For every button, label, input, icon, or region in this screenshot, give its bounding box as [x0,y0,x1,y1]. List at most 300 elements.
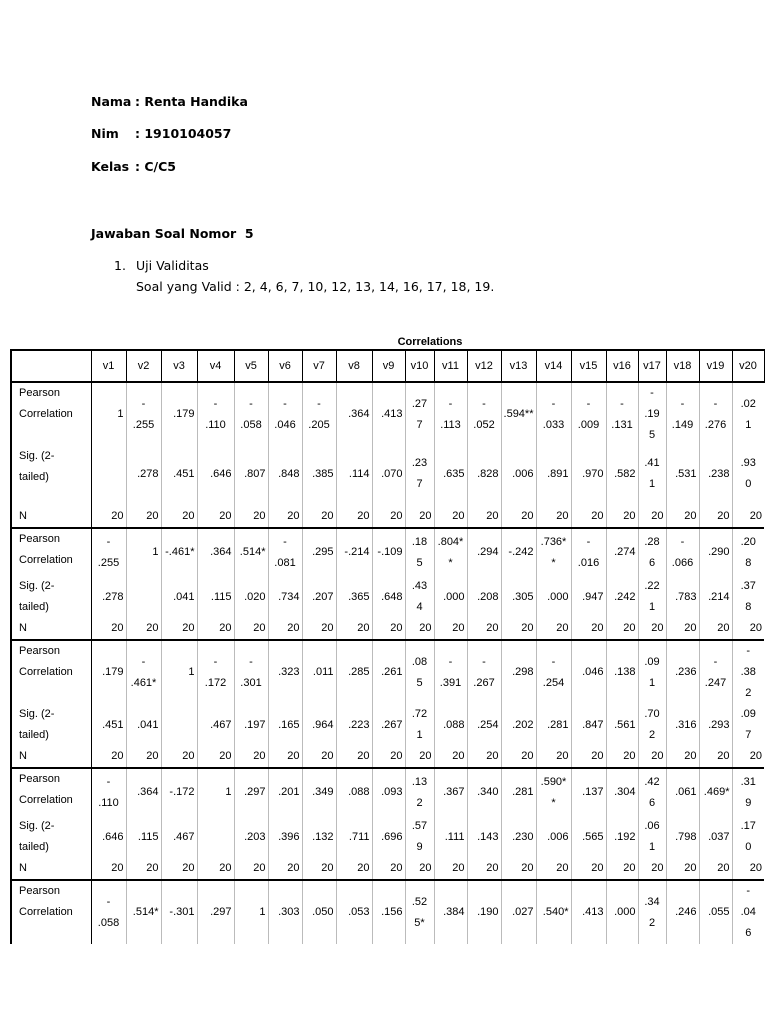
cell-n-v3-v12: 20 [467,746,501,768]
cell-n-v4-v1: 20 [91,858,126,880]
column-header-v18: v18 [666,350,699,382]
cell-n-v1-v10: 20 [405,502,434,528]
cell-pearson-v3-v14: - .254 [536,640,571,704]
correlations-table [10,349,765,944]
cell-pearson-v1-v19: - .276 [699,382,732,446]
cell-sig-v4-v9: .696 [372,816,405,858]
cell-sig-v1-v9: .070 [372,446,405,502]
cell-pearson-v5-v11: .384 [434,880,467,944]
cell-sig-v2-v9: .648 [372,576,405,618]
cell-n-v4-v11: 20 [434,858,467,880]
cell-n-v2-v20: 20 [732,618,764,640]
row-label-n: N [11,746,91,768]
cell-pearson-v2-v14: .736* * [536,528,571,576]
cell-n-v1-v18: 20 [666,502,699,528]
cell-pearson-v1-v13: .594** [501,382,536,446]
cell-sig-v1-v20: .93 0 [732,446,764,502]
cell-pearson-v1-v12: - .052 [467,382,501,446]
column-header-v7: v7 [302,350,336,382]
cell-pearson-v4-v1: - .110 [91,768,126,816]
cell-pearson-v1-v14: - .033 [536,382,571,446]
cell-pearson-v4-v3: -.172 [161,768,197,816]
cell-sig-v2-v14: .000 [536,576,571,618]
row-v1-pearson [11,382,764,446]
cell-sig-v1-v11: .635 [434,446,467,502]
cell-n-v2-v5: 20 [234,618,268,640]
cell-sig-v3-v16: .561 [606,704,638,746]
cell-sig-v2-v2 [126,576,161,618]
cell-pearson-v1-v16: - .131 [606,382,638,446]
kelas-line [91,159,176,174]
row-label-sig: Sig. (2- tailed) [11,446,91,502]
cell-n-v3-v16: 20 [606,746,638,768]
cell-sig-v2-v5: .020 [234,576,268,618]
cell-n-v3-v19: 20 [699,746,732,768]
column-header-v4: v4 [197,350,234,382]
cell-sig-v2-v18: .783 [666,576,699,618]
cell-n-v3-v17: 20 [638,746,666,768]
cell-n-v2-v19: 20 [699,618,732,640]
cell-n-v1-v7: 20 [302,502,336,528]
row-v2-n [11,618,764,640]
row-v3-pearson [11,640,764,704]
cell-sig-v2-v3: .041 [161,576,197,618]
cell-n-v4-v4: 20 [197,858,234,880]
cell-sig-v1-v5: .807 [234,446,268,502]
cell-pearson-v3-v19: - .247 [699,640,732,704]
cell-sig-v4-v6: .396 [268,816,302,858]
row-v1-sig [11,446,764,502]
cell-pearson-v4-v19: .469* [699,768,732,816]
cell-pearson-v2-v11: .804* * [434,528,467,576]
cell-sig-v1-v13: .006 [501,446,536,502]
cell-n-v2-v15: 20 [571,618,606,640]
cell-pearson-v5-v16: .000 [606,880,638,944]
cell-n-v1-v8: 20 [336,502,372,528]
cell-n-v4-v2: 20 [126,858,161,880]
row-v1-n [11,502,764,528]
cell-n-v4-v15: 20 [571,858,606,880]
section-title: Jawaban Soal Nomor 5 [91,226,254,241]
cell-sig-v1-v12: .828 [467,446,501,502]
row-label-n: N [11,618,91,640]
cell-sig-v1-v1 [91,446,126,502]
cell-sig-v4-v18: .798 [666,816,699,858]
cell-sig-v2-v15: .947 [571,576,606,618]
cell-sig-v3-v5: .197 [234,704,268,746]
cell-n-v2-v3: 20 [161,618,197,640]
cell-pearson-v5-v15: .413 [571,880,606,944]
row-v4-sig [11,816,764,858]
row-v4-n [11,858,764,880]
cell-sig-v1-v6: .848 [268,446,302,502]
column-header-v11: v11 [434,350,467,382]
cell-n-v3-v15: 20 [571,746,606,768]
cell-n-v1-v12: 20 [467,502,501,528]
cell-n-v3-v11: 20 [434,746,467,768]
cell-n-v1-v19: 20 [699,502,732,528]
cell-n-v3-v10: 20 [405,746,434,768]
cell-sig-v3-v20: .09 7 [732,704,764,746]
cell-pearson-v3-v17: .09 1 [638,640,666,704]
cell-n-v2-v10: 20 [405,618,434,640]
column-header-v20: v20 [732,350,764,382]
cell-sig-v3-v3 [161,704,197,746]
item-title: Uji Validitas [136,258,209,273]
cell-n-v3-v4: 20 [197,746,234,768]
cell-pearson-v2-v15: - .016 [571,528,606,576]
cell-sig-v3-v15: .847 [571,704,606,746]
column-header-v10: v10 [405,350,434,382]
cell-pearson-v4-v12: .340 [467,768,501,816]
cell-sig-v4-v15: .565 [571,816,606,858]
cell-n-v1-v13: 20 [501,502,536,528]
row-v2-pearson [11,528,764,576]
cell-sig-v4-v7: .132 [302,816,336,858]
cell-n-v4-v10: 20 [405,858,434,880]
cell-pearson-v4-v2: .364 [126,768,161,816]
cell-n-v3-v13: 20 [501,746,536,768]
cell-pearson-v1-v20: .02 1 [732,382,764,446]
cell-sig-v4-v11: .111 [434,816,467,858]
cell-n-v3-v1: 20 [91,746,126,768]
cell-pearson-v2-v7: .295 [302,528,336,576]
cell-pearson-v4-v5: .297 [234,768,268,816]
cell-pearson-v2-v12: .294 [467,528,501,576]
row-label-pearson: Pearson Correlation [11,880,91,944]
cell-pearson-v3-v8: .285 [336,640,372,704]
cell-pearson-v4-v16: .304 [606,768,638,816]
cell-pearson-v1-v1: 1 [91,382,126,446]
cell-n-v2-v18: 20 [666,618,699,640]
cell-pearson-v1-v5: - .058 [234,382,268,446]
cell-pearson-v5-v9: .156 [372,880,405,944]
cell-pearson-v5-v7: .050 [302,880,336,944]
cell-pearson-v4-v6: .201 [268,768,302,816]
cell-pearson-v4-v15: .137 [571,768,606,816]
cell-sig-v2-v4: .115 [197,576,234,618]
cell-pearson-v1-v9: .413 [372,382,405,446]
cell-pearson-v2-v18: - .066 [666,528,699,576]
column-header-v3: v3 [161,350,197,382]
cell-sig-v4-v16: .192 [606,816,638,858]
cell-sig-v1-v4: .646 [197,446,234,502]
cell-pearson-v5-v14: .540* [536,880,571,944]
cell-n-v2-v11: 20 [434,618,467,640]
cell-pearson-v5-v1: - .058 [91,880,126,944]
cell-pearson-v2-v16: .274 [606,528,638,576]
cell-sig-v2-v6: .734 [268,576,302,618]
cell-n-v4-v5: 20 [234,858,268,880]
cell-n-v1-v15: 20 [571,502,606,528]
cell-n-v4-v7: 20 [302,858,336,880]
cell-sig-v4-v14: .006 [536,816,571,858]
cell-n-v3-v6: 20 [268,746,302,768]
cell-pearson-v5-v5: 1 [234,880,268,944]
table-header-row [11,350,764,382]
cell-sig-v3-v6: .165 [268,704,302,746]
cell-sig-v1-v18: .531 [666,446,699,502]
column-header-v2: v2 [126,350,161,382]
cell-sig-v1-v14: .891 [536,446,571,502]
cell-n-v4-v9: 20 [372,858,405,880]
cell-n-v4-v13: 20 [501,858,536,880]
cell-n-v1-v14: 20 [536,502,571,528]
row-label-pearson: Pearson Correlation [11,768,91,816]
cell-sig-v3-v9: .267 [372,704,405,746]
column-header-v5: v5 [234,350,268,382]
cell-pearson-v2-v17: .28 6 [638,528,666,576]
cell-n-v1-v4: 20 [197,502,234,528]
cell-pearson-v5-v8: .053 [336,880,372,944]
cell-sig-v2-v11: .000 [434,576,467,618]
cell-n-v3-v9: 20 [372,746,405,768]
cell-n-v4-v6: 20 [268,858,302,880]
cell-sig-v4-v1: .646 [91,816,126,858]
cell-sig-v2-v17: .22 1 [638,576,666,618]
cell-pearson-v3-v2: - .461* [126,640,161,704]
cell-pearson-v3-v1: .179 [91,640,126,704]
name-label: Nama [91,94,132,109]
nim-value: : 1910104057 [135,126,232,141]
cell-pearson-v2-v4: .364 [197,528,234,576]
cell-pearson-v4-v4: 1 [197,768,234,816]
cell-pearson-v4-v8: .088 [336,768,372,816]
cell-pearson-v4-v18: .061 [666,768,699,816]
cell-sig-v3-v4: .467 [197,704,234,746]
cell-n-v4-v3: 20 [161,858,197,880]
cell-pearson-v3-v18: .236 [666,640,699,704]
row-label-pearson: Pearson Correlation [11,640,91,704]
cell-pearson-v4-v13: .281 [501,768,536,816]
cell-n-v1-v6: 20 [268,502,302,528]
cell-pearson-v5-v6: .303 [268,880,302,944]
cell-n-v2-v14: 20 [536,618,571,640]
cell-sig-v4-v3: .467 [161,816,197,858]
row-label-pearson: Pearson Correlation [11,528,91,576]
cell-n-v4-v12: 20 [467,858,501,880]
cell-sig-v3-v8: .223 [336,704,372,746]
cell-pearson-v1-v15: - .009 [571,382,606,446]
cell-pearson-v3-v15: .046 [571,640,606,704]
cell-pearson-v3-v9: .261 [372,640,405,704]
cell-sig-v1-v2: .278 [126,446,161,502]
row-v3-n [11,746,764,768]
cell-n-v2-v8: 20 [336,618,372,640]
cell-pearson-v4-v10: .13 2 [405,768,434,816]
cell-n-v2-v16: 20 [606,618,638,640]
cell-pearson-v2-v5: .514* [234,528,268,576]
cell-sig-v3-v14: .281 [536,704,571,746]
cell-pearson-v2-v20: .20 8 [732,528,764,576]
cell-n-v2-v1: 20 [91,618,126,640]
kelas-value: : C/C5 [135,159,176,174]
cell-n-v3-v20: 20 [732,746,764,768]
cell-pearson-v1-v17: - .19 5 [638,382,666,446]
row-label-n: N [11,502,91,528]
row-v5-pearson [11,880,764,944]
cell-pearson-v3-v4: - .172 [197,640,234,704]
cell-sig-v2-v7: .207 [302,576,336,618]
row-v3-sig [11,704,764,746]
column-header-v9: v9 [372,350,405,382]
cell-pearson-v1-v7: - .205 [302,382,336,446]
cell-n-v1-v2: 20 [126,502,161,528]
cell-pearson-v1-v10: .27 7 [405,382,434,446]
cell-pearson-v1-v6: - .046 [268,382,302,446]
cell-n-v1-v9: 20 [372,502,405,528]
cell-pearson-v5-v19: .055 [699,880,732,944]
cell-pearson-v5-v4: .297 [197,880,234,944]
cell-sig-v3-v19: .293 [699,704,732,746]
cell-pearson-v4-v9: .093 [372,768,405,816]
cell-n-v4-v18: 20 [666,858,699,880]
cell-pearson-v2-v8: -.214 [336,528,372,576]
row-label-sig: Sig. (2- tailed) [11,576,91,618]
cell-pearson-v3-v6: .323 [268,640,302,704]
cell-n-v3-v8: 20 [336,746,372,768]
row-label-sig: Sig. (2- tailed) [11,704,91,746]
cell-n-v2-v6: 20 [268,618,302,640]
row-label-sig: Sig. (2- tailed) [11,816,91,858]
cell-sig-v4-v20: .17 0 [732,816,764,858]
cell-pearson-v3-v16: .138 [606,640,638,704]
column-header-v12: v12 [467,350,501,382]
cell-sig-v1-v19: .238 [699,446,732,502]
cell-pearson-v2-v3: -.461* [161,528,197,576]
cell-sig-v2-v13: .305 [501,576,536,618]
cell-n-v4-v17: 20 [638,858,666,880]
column-header-v8: v8 [336,350,372,382]
cell-pearson-v3-v20: - .38 2 [732,640,764,704]
cell-pearson-v3-v12: - .267 [467,640,501,704]
column-header-v15: v15 [571,350,606,382]
cell-sig-v3-v2: .041 [126,704,161,746]
name-value: : Renta Handika [135,94,248,109]
row-label-pearson: Pearson Correlation [11,382,91,446]
cell-sig-v4-v8: .711 [336,816,372,858]
cell-sig-v4-v10: .57 9 [405,816,434,858]
cell-sig-v4-v19: .037 [699,816,732,858]
cell-n-v2-v2: 20 [126,618,161,640]
valid-items-text: Soal yang Valid : 2, 4, 6, 7, 10, 12, 13, 14, 16, 17, 18, 19. [136,279,495,294]
cell-sig-v1-v15: .970 [571,446,606,502]
cell-sig-v2-v10: .43 4 [405,576,434,618]
cell-sig-v3-v10: .72 1 [405,704,434,746]
cell-pearson-v3-v7: .011 [302,640,336,704]
cell-pearson-v4-v11: .367 [434,768,467,816]
cell-n-v3-v18: 20 [666,746,699,768]
cell-n-v4-v20: 20 [732,858,764,880]
column-header-v1: v1 [91,350,126,382]
kelas-label: Kelas [91,159,130,174]
cell-sig-v3-v11: .088 [434,704,467,746]
cell-n-v1-v3: 20 [161,502,197,528]
cell-pearson-v5-v18: .246 [666,880,699,944]
column-header-v17: v17 [638,350,666,382]
cell-sig-v3-v13: .202 [501,704,536,746]
cell-pearson-v3-v5: - .301 [234,640,268,704]
cell-pearson-v3-v3: 1 [161,640,197,704]
cell-n-v3-v14: 20 [536,746,571,768]
cell-sig-v1-v10: .23 7 [405,446,434,502]
cell-n-v2-v9: 20 [372,618,405,640]
cell-pearson-v2-v2: 1 [126,528,161,576]
cell-n-v2-v12: 20 [467,618,501,640]
cell-pearson-v4-v20: .31 9 [732,768,764,816]
cell-sig-v2-v8: .365 [336,576,372,618]
cell-n-v1-v20: 20 [732,502,764,528]
cell-pearson-v2-v13: -.242 [501,528,536,576]
cell-n-v3-v3: 20 [161,746,197,768]
cell-pearson-v5-v3: -.301 [161,880,197,944]
cell-n-v4-v16: 20 [606,858,638,880]
cell-pearson-v1-v3: .179 [161,382,197,446]
cell-pearson-v5-v20: - .04 6 [732,880,764,944]
cell-pearson-v2-v1: - .255 [91,528,126,576]
cell-pearson-v1-v11: - .113 [434,382,467,446]
cell-n-v3-v7: 20 [302,746,336,768]
cell-n-v2-v4: 20 [197,618,234,640]
cell-n-v3-v5: 20 [234,746,268,768]
cell-sig-v2-v12: .208 [467,576,501,618]
item-number: 1. [114,258,126,273]
cell-pearson-v5-v2: .514* [126,880,161,944]
cell-n-v1-v5: 20 [234,502,268,528]
cell-n-v4-v8: 20 [336,858,372,880]
cell-pearson-v5-v12: .190 [467,880,501,944]
row-v4-pearson [11,768,764,816]
cell-sig-v1-v17: .41 1 [638,446,666,502]
cell-sig-v4-v2: .115 [126,816,161,858]
cell-sig-v3-v12: .254 [467,704,501,746]
row-v2-sig [11,576,764,618]
cell-sig-v1-v7: .385 [302,446,336,502]
cell-n-v1-v11: 20 [434,502,467,528]
cell-n-v2-v7: 20 [302,618,336,640]
cell-pearson-v2-v10: .18 5 [405,528,434,576]
cell-n-v4-v19: 20 [699,858,732,880]
cell-sig-v4-v5: .203 [234,816,268,858]
cell-pearson-v4-v17: .42 6 [638,768,666,816]
cell-sig-v2-v19: .214 [699,576,732,618]
cell-pearson-v3-v13: .298 [501,640,536,704]
cell-sig-v3-v17: .70 2 [638,704,666,746]
cell-pearson-v4-v14: .590* * [536,768,571,816]
cell-pearson-v2-v9: -.109 [372,528,405,576]
cell-sig-v4-v12: .143 [467,816,501,858]
cell-pearson-v3-v10: .08 5 [405,640,434,704]
cell-n-v4-v14: 20 [536,858,571,880]
cell-n-v2-v17: 20 [638,618,666,640]
cell-pearson-v1-v4: - .110 [197,382,234,446]
cell-sig-v3-v7: .964 [302,704,336,746]
cell-pearson-v5-v10: .52 5* [405,880,434,944]
cell-sig-v1-v8: .114 [336,446,372,502]
column-header-v19: v19 [699,350,732,382]
cell-sig-v4-v17: .06 1 [638,816,666,858]
column-header-v14: v14 [536,350,571,382]
cell-sig-v4-v13: .230 [501,816,536,858]
cell-sig-v3-v18: .316 [666,704,699,746]
cell-n-v1-v17: 20 [638,502,666,528]
cell-n-v1-v1: 20 [91,502,126,528]
row-label-n: N [11,858,91,880]
column-header-v16: v16 [606,350,638,382]
cell-pearson-v3-v11: - .391 [434,640,467,704]
cell-sig-v2-v20: .37 8 [732,576,764,618]
cell-pearson-v1-v2: - .255 [126,382,161,446]
